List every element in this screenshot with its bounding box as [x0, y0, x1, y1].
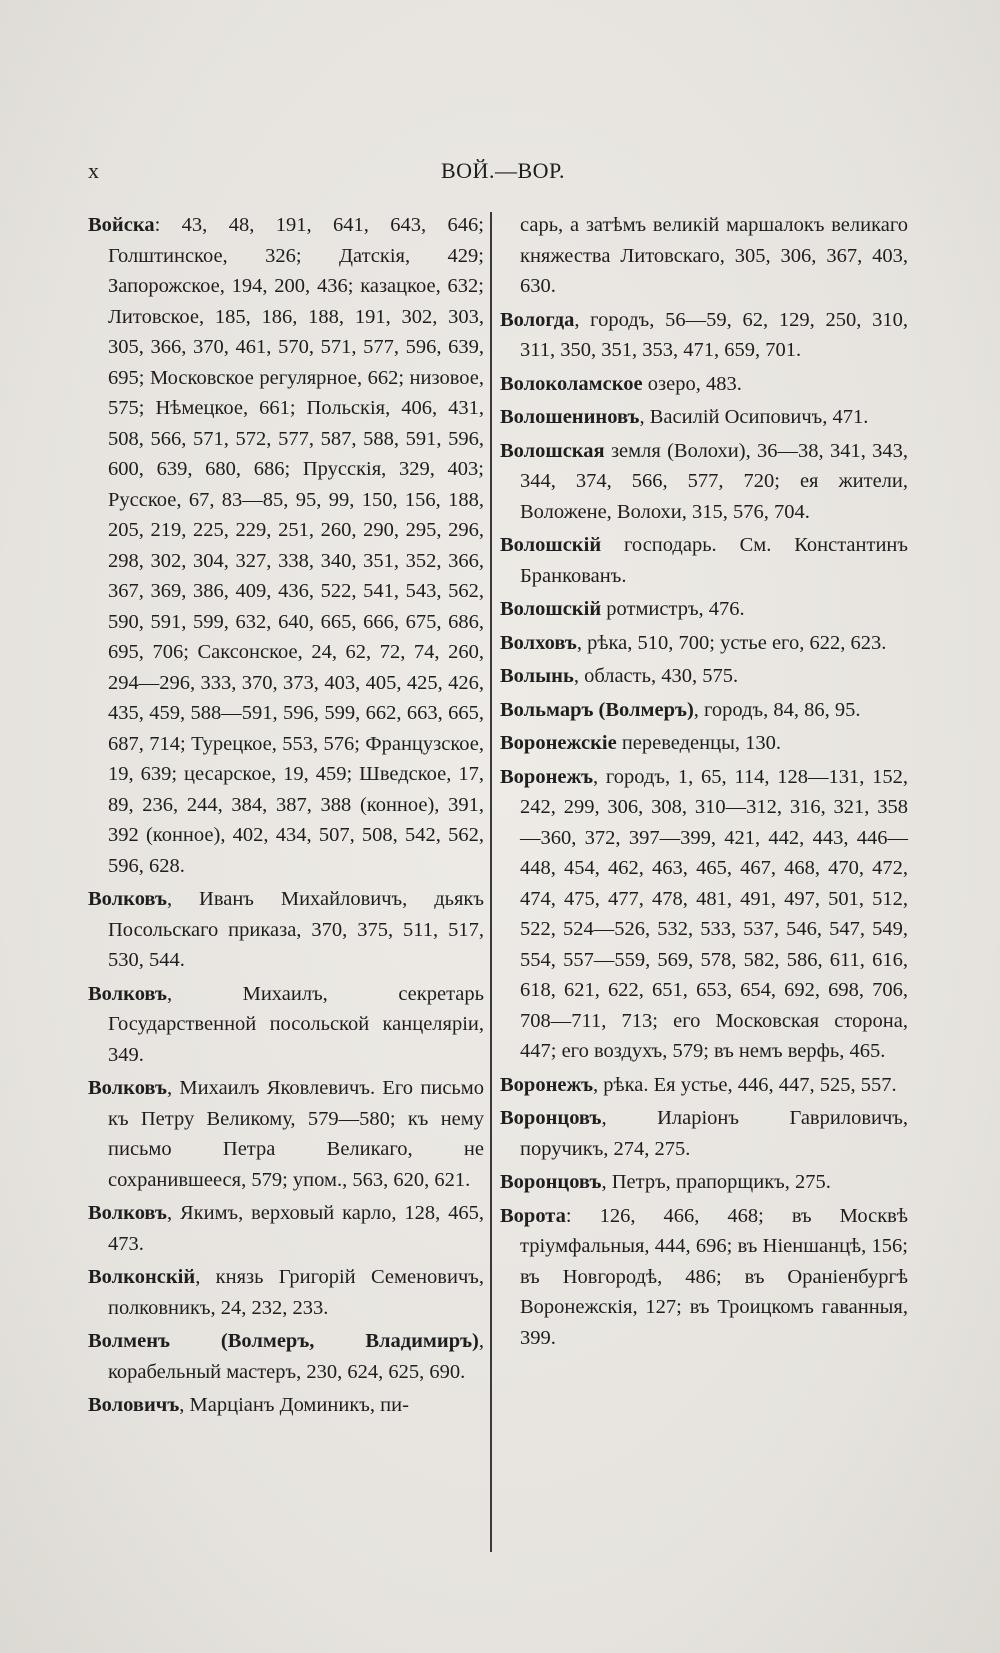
- entry-references: , Иларіонъ Гавриловичъ, поручикъ, 274, 275.: [520, 1107, 908, 1160]
- entry-references: , область, 430, 575.: [573, 665, 739, 687]
- entry-heading: Волковъ: [88, 982, 167, 1005]
- entry-references: : 43, 48, 191, 641, 643, 646; Голштинское, 326; Датскія, 429; Запорожское, 194, 200, 436; казацкое, 632; Литовское, 185, 186, 188, 191, 302, 303, 305, 366, 370, 461, 570, 571, 577, 596, 639, 695; Московское регулярное, 662; низовое, 575; Нѣмецкое, 661; Польскія, 406, 431, 508, 566, 571, 572, 577, 587, 588, 591, 596, 600, 639, 680, 686; Прусскія, 329, 403; Русское, 67, 83—85, 95, 99, 150, 156, 188, 205, 219, 225, 229, 251, 260, 290, 295, 296, 298, 302, 304, 327, 338, 340, 351, 352, 366, 367, 369, 386, 409, 436, 522, 541, 543, 562, 590, 591, 599, 632, 640, 665, 666, 675, 686, 695, 706; Саксонское, 24, 62, 72, 74, 260, 294—296, 333, 370, 373, 403, 405, 425, 426, 435, 459, 588—591, 596, 599, 662, 663, 665, 687, 714; Турецкое, 553, 576; Французское, 19, 639; цесарское, 19, 459; Шведское, 17, 89, 236, 244, 384, 387, 388 (конное), 391, 392 (конное), 402, 434, 507, 508, 542, 562, 596, 628.: [108, 214, 484, 877]
- index-entry: [88, 1390, 484, 1421]
- running-title: ВОЙ.—ВОР.: [441, 158, 565, 183]
- entry-heading: Волынь: [500, 665, 574, 687]
- index-entry: [88, 1073, 484, 1195]
- entry-heading: Воронцовъ: [500, 1171, 602, 1193]
- index-entry: [500, 695, 908, 726]
- index-entry: [88, 884, 484, 976]
- index-entry: [88, 1326, 484, 1387]
- entry-heading: Воронежъ: [500, 765, 594, 788]
- index-entry: [500, 210, 908, 302]
- entry-references: переведенцы, 130.: [616, 732, 781, 754]
- entry-references: , рѣка, 510, 700; устье его, 622, 623.: [576, 631, 887, 654]
- index-entry: [500, 1201, 908, 1354]
- index-entry: [88, 210, 484, 881]
- index-entry: [500, 762, 908, 1067]
- entry-heading: Волошскій: [500, 534, 602, 556]
- entry-heading: Волковъ: [88, 1077, 167, 1099]
- index-entry: [500, 530, 908, 591]
- index-entry: [500, 661, 908, 692]
- entry-heading: Волховъ: [500, 631, 577, 654]
- entry-references: , рѣка. Ея устье, 446, 447, 525, 557.: [593, 1073, 897, 1096]
- entry-references: ротмистръ, 476.: [601, 598, 745, 620]
- page-number: x: [88, 158, 99, 183]
- entry-heading: Ворота: [500, 1204, 566, 1227]
- entry-references: , городъ, 84, 86, 95.: [693, 698, 861, 721]
- index-entry: [88, 1262, 484, 1323]
- entry-heading: Волковъ: [88, 1202, 167, 1224]
- page-header: [88, 158, 918, 188]
- entry-heading: Волошениновъ: [500, 406, 640, 428]
- index-entry: [500, 402, 908, 433]
- entry-references: , князь Григорій Семеновичъ, полковникъ, 24, 232, 233.: [108, 1266, 484, 1319]
- entry-heading: Волконскій: [88, 1266, 196, 1288]
- entry-references: , Василій Осиповичъ, 471.: [639, 406, 869, 428]
- entry-heading: Волковъ: [88, 888, 167, 910]
- index-entry: [500, 436, 908, 528]
- entry-references: господарь. См. Константинъ Бранкованъ.: [520, 534, 908, 587]
- index-entry: [500, 1070, 908, 1101]
- index-entry: [500, 594, 908, 625]
- entry-heading: Вологда: [500, 308, 575, 331]
- entry-references: сарь, а затѣмъ великій маршалокъ великаго княжества Литовскаго, 305, 306, 367, 403, 630.: [520, 214, 908, 297]
- entry-references: , Марціанъ Доминикъ, пи-: [179, 1394, 409, 1416]
- entry-heading: Волоколамское: [500, 372, 643, 395]
- index-entry: [500, 369, 908, 400]
- entry-references: : 126, 466, 468; въ Москвѣ тріумфальныя, 444, 696; въ Ніеншанцѣ, 156; въ Новгородѣ, 486; въ Ораніенбургѣ Воронежскія, 127; въ Троицкомъ гаванныя, 399.: [520, 1204, 908, 1349]
- entry-heading: Воронежскіе: [500, 732, 617, 754]
- entry-references: , Михаилъ Яковлевичъ. Его письмо къ Петру Великому, 579—580; къ нему письмо Петра Великаго, не сохранившееся, 579; упом., 563, 620, 621.: [108, 1077, 484, 1191]
- column-divider: [490, 212, 492, 1552]
- entry-references: , городъ, 1, 65, 114, 128—131, 152, 242, 299, 306, 308, 310—312, 316, 321, 358—360, 372, 397—399, 421, 442, 443, 446—448, 454, 462, 463, 465, 467, 468, 470, 472, 474, 475, 477, 478, 481, 491, 497, 501, 512, 522, 524—526, 532, 533, 537, 546, 547, 549, 554, 557—559, 569, 578, 582, 586, 611, 616, 618, 621, 622, 651, 653, 654, 692, 698, 706, 708—711, 713; его Московская сторона, 447; его воздухъ, 579; въ немъ верфь, 465.: [520, 765, 908, 1062]
- entry-references: земля (Волохи), 36—38, 341, 343, 344, 374, 566, 577, 720; ея жители, Воложене, Волохи, 315, 576, 704.: [520, 439, 908, 523]
- entry-heading: Воронежъ: [500, 1073, 594, 1096]
- index-entry: [500, 1103, 908, 1164]
- entry-heading: Волошскій: [500, 598, 602, 620]
- entry-heading: Войска: [88, 214, 155, 236]
- entry-heading: Воронцовъ: [500, 1107, 602, 1129]
- entry-heading: Воловичъ: [88, 1394, 180, 1416]
- entry-references: , городъ, 56—59, 62, 129, 250, 310, 311, 350, 351, 353, 471, 659, 701.: [520, 308, 908, 361]
- entry-references: , Иванъ Михайловичъ, дьякъ Посольскаго приказа, 370, 375, 511, 517, 530, 544.: [108, 888, 484, 971]
- entry-heading: Вольмаръ (Волмеръ): [500, 698, 694, 721]
- entry-references: , корабельный мастеръ, 230, 624, 625, 690.: [108, 1330, 484, 1383]
- index-entry: [500, 628, 908, 659]
- index-entry: [88, 979, 484, 1071]
- index-entry: [500, 728, 908, 759]
- index-entry: [88, 1198, 484, 1259]
- index-column-right: [500, 210, 908, 1356]
- entry-heading: Волошская: [500, 439, 605, 462]
- entry-heading: Волменъ (Волмеръ, Владимиръ): [88, 1330, 479, 1352]
- entry-references: , Михаилъ, секретарь Государственной посольской канцеляріи, 349.: [108, 982, 484, 1066]
- entry-references: озеро, 483.: [642, 372, 742, 395]
- entry-references: , Петръ, прапорщикъ, 275.: [601, 1171, 831, 1193]
- index-column-left: [88, 210, 484, 1424]
- entry-references: , Якимъ, верховый карло, 128, 465, 473.: [108, 1202, 484, 1255]
- index-entry: [500, 1167, 908, 1198]
- index-entry: [500, 305, 908, 366]
